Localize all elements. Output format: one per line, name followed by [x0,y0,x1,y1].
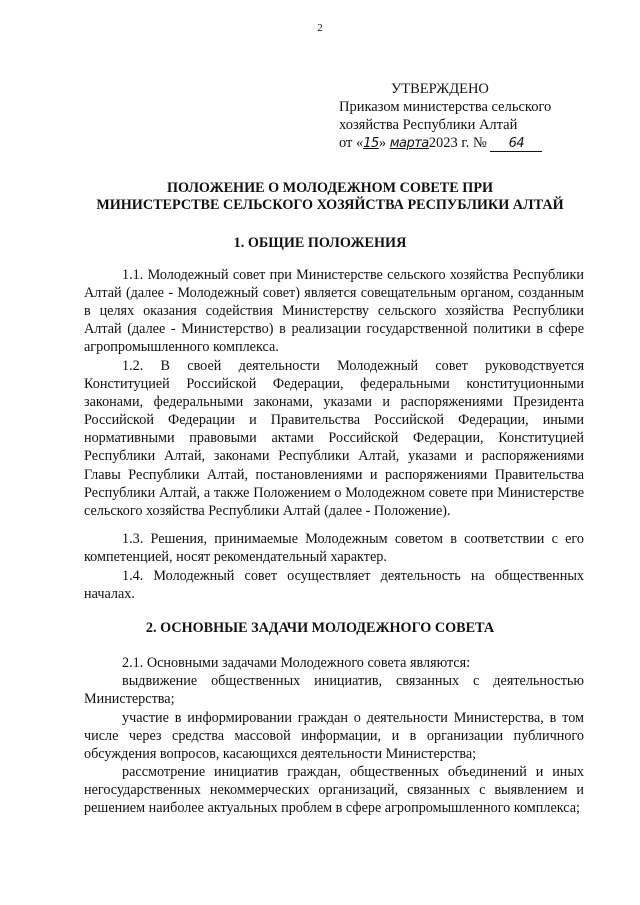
task-item-3: рассмотрение инициатив граждан, общественных объединений и иных негосударственных некоммерческих организаций, связанных с выявлением и решением наиболее актуальных проблем в сфере агропромышленного комплекса; [84,764,584,817]
date-mid: » [378,135,387,151]
paragraph-1-1: 1.1. Молодежный совет при Министерстве сельского хозяйства Республики Алтай (далее - Молодежный совет) является совещательным органом, созданным в целях оказания содействия Министерству сельского хозяйства Республики Алтай (далее - Министерство) в реализации государственной политики в сфере агропромышленного комплекса. [84,267,584,356]
section-2-heading: 2. ОСНОВНЫЕ ЗАДАЧИ МОЛОДЕЖНОГО СОВЕТА [145,620,495,636]
approval-block [339,80,599,153]
task-item-2: участие в информировании граждан о деятельности Министерства, в том числе через средства массовой информации, и в организации публичного обсуждения вопросов, касающихся деятельности Министерства; [84,710,584,763]
document-title [60,180,600,214]
date-month-handwritten: марта [389,136,429,151]
section-1-heading: 1. ОБЩИЕ ПОЛОЖЕНИЯ [233,235,407,251]
title-line-1: ПОЛОЖЕНИЕ О МОЛОДЕЖНОМ СОВЕТЕ ПРИ [166,180,494,196]
approval-date-line [339,134,599,153]
date-day-handwritten: 15 [363,136,379,151]
task-item-1: выдвижение общественных инициатив, связанных с деятельностью Министерства; [84,673,584,708]
date-prefix: от « [339,135,364,151]
page-number: 2 [317,22,323,34]
approval-heading: УТВЕРЖДЕНО [391,81,489,97]
approval-line-1: Приказом министерства сельского [339,99,552,115]
paragraph-1-2: 1.2. В своей деятельности Молодежный совет руководствуется Конституцией Российской Федерации, федеральными конституционными законами, федеральными законами, указами и распоряжениями Президента Российской Федерации и Правительства Российской Федерации, иными нормативными правовыми актами Российской Федерации, Конституцией Республики Алтай, законами Республики Алтай, указами и распоряжениями Главы Республики Алтай, постановлениями и распоряжениями Правительства Республики Алтай, а также Положением о Молодежном совете при Министерстве сельского хозяйства Республики Алтай (далее - Положение). [84,358,584,519]
order-number-handwritten: 64 [490,137,542,152]
paragraph-1-3: 1.3. Решения, принимаемые Молодежным советом в соответствии с его компетенцией, носят рекомендательный характер. [84,531,584,566]
paragraph-1-4: 1.4. Молодежный совет осуществляет деятельность на общественных началах. [84,568,584,603]
title-line-2: МИНИСТЕРСТВЕ СЕЛЬСКОГО ХОЗЯЙСТВА РЕСПУБЛИКИ АЛТАЙ [96,197,564,213]
paragraph-2-1: 2.1. Основными задачами Молодежного совета являются: [122,655,471,671]
date-year: 2023 г. № [428,135,487,151]
approval-line-2: хозяйства Республики Алтай [339,117,518,133]
